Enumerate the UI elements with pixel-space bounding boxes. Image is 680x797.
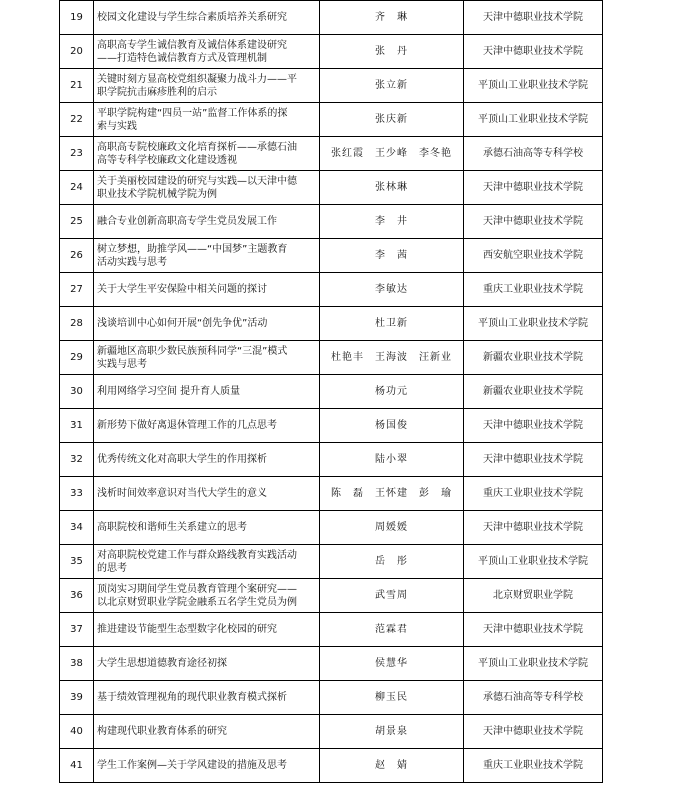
paper-title <box>94 205 320 239</box>
paper-title-line: 关于美丽校园建设的研究与实践—以天津中德 <box>97 175 297 187</box>
paper-title-line: 构建现代职业教育体系的研究 <box>97 726 227 737</box>
table-row <box>60 545 603 579</box>
table-row <box>60 103 603 137</box>
paper-title-line: 融合专业创新高职高专学生党员发展工作 <box>97 216 277 227</box>
paper-title <box>94 273 320 307</box>
school-name: 承德石油高等专科学校 <box>464 681 603 715</box>
author-name: 张庆新 <box>320 103 464 137</box>
table-row <box>60 171 603 205</box>
paper-title-line: 浅析时间效率意识对当代大学生的意义 <box>97 488 267 499</box>
paper-title-line: 索与实践 <box>97 120 137 132</box>
school-name: 天津中德职业技术学院 <box>464 715 603 749</box>
paper-title-line: 高职院校和谐师生关系建立的思考 <box>97 522 247 533</box>
table-row <box>60 715 603 749</box>
paper-title-line: 活动实践与思考 <box>97 256 167 268</box>
row-number: 26 <box>60 239 94 273</box>
author-name: 陆小翠 <box>320 443 464 477</box>
table-row <box>60 409 603 443</box>
paper-title-line: 推进建设节能型生态型数字化校园的研究 <box>97 624 277 635</box>
author-name: 张 丹 <box>320 35 464 69</box>
paper-title <box>94 477 320 511</box>
paper-title <box>94 647 320 681</box>
school-name: 新疆农业职业技术学院 <box>464 375 603 409</box>
school-name: 承德石油高等专科学校 <box>464 137 603 171</box>
paper-title-line: 浅谈培训中心如何开展“创先争优”活动 <box>97 318 268 329</box>
paper-title <box>94 69 320 103</box>
author-name: 杨功元 <box>320 375 464 409</box>
table-row <box>60 273 603 307</box>
paper-title-line: 顶岗实习期间学生党员教育管理个案研究—— <box>97 583 297 595</box>
author-name: 李 茜 <box>320 239 464 273</box>
paper-title <box>94 681 320 715</box>
paper-title <box>94 1 320 35</box>
author-name: 张林琳 <box>320 171 464 205</box>
paper-title-line: 对高职院校党建工作与群众路线教育实践活动 <box>97 549 297 561</box>
paper-title-line: 实践与思考 <box>97 358 147 370</box>
paper-title-line: 以北京财贸职业学院金融系五名学生党员为例 <box>97 596 297 608</box>
row-number: 30 <box>60 375 94 409</box>
school-name: 北京财贸职业学院 <box>464 579 603 613</box>
paper-title <box>94 137 320 171</box>
paper-title <box>94 749 320 783</box>
author-name: 柳玉民 <box>320 681 464 715</box>
paper-title-line: 关键时刻方显高校党组织凝聚力战斗力——平 <box>97 73 297 85</box>
table-row <box>60 613 603 647</box>
author-name: 范霖君 <box>320 613 464 647</box>
school-name: 平顶山工业职业技术学院 <box>464 69 603 103</box>
author-name: 杜卫新 <box>320 307 464 341</box>
row-number: 38 <box>60 647 94 681</box>
school-name: 重庆工业职业技术学院 <box>464 749 603 783</box>
paper-title <box>94 341 320 375</box>
paper-title <box>94 239 320 273</box>
row-number: 19 <box>60 1 94 35</box>
table-body <box>60 1 603 783</box>
school-name: 平顶山工业职业技术学院 <box>464 545 603 579</box>
row-number: 36 <box>60 579 94 613</box>
row-number: 25 <box>60 205 94 239</box>
table-row <box>60 749 603 783</box>
paper-title <box>94 409 320 443</box>
row-number: 28 <box>60 307 94 341</box>
school-name: 天津中德职业技术学院 <box>464 205 603 239</box>
row-number: 31 <box>60 409 94 443</box>
row-number: 40 <box>60 715 94 749</box>
author-name: 张立新 <box>320 69 464 103</box>
table-row <box>60 443 603 477</box>
paper-title <box>94 715 320 749</box>
paper-title <box>94 613 320 647</box>
paper-title-line: 高职高专院校廉政文化培育探析——承德石油 <box>97 141 297 153</box>
paper-title-line: 平职学院构建“四员一站”监督工作体系的探 <box>97 107 288 119</box>
paper-title <box>94 35 320 69</box>
table-row <box>60 69 603 103</box>
row-number: 22 <box>60 103 94 137</box>
table-row <box>60 137 603 171</box>
paper-title-line: 学生工作案例—关于学风建设的措施及思考 <box>97 760 287 771</box>
table-row <box>60 579 603 613</box>
paper-title <box>94 103 320 137</box>
paper-title-line: 高等专科学校廉政文化建设透视 <box>97 154 237 166</box>
row-number: 37 <box>60 613 94 647</box>
author-name: 胡景泉 <box>320 715 464 749</box>
school-name: 重庆工业职业技术学院 <box>464 273 603 307</box>
row-number: 35 <box>60 545 94 579</box>
paper-title <box>94 545 320 579</box>
school-name: 天津中德职业技术学院 <box>464 1 603 35</box>
paper-title-line: 的思考 <box>97 562 127 574</box>
school-name: 天津中德职业技术学院 <box>464 409 603 443</box>
author-name: 杜艳丰 王海波 汪新业 <box>320 341 464 375</box>
table-row <box>60 375 603 409</box>
school-name: 平顶山工业职业技术学院 <box>464 307 603 341</box>
row-number: 33 <box>60 477 94 511</box>
paper-list-table <box>59 0 603 783</box>
school-name: 天津中德职业技术学院 <box>464 511 603 545</box>
row-number: 41 <box>60 749 94 783</box>
paper-title-line: 利用网络学习空间 提升育人质量 <box>97 386 241 397</box>
row-number: 29 <box>60 341 94 375</box>
school-name: 平顶山工业职业技术学院 <box>464 103 603 137</box>
paper-title-line: 大学生思想道德教育途径初探 <box>97 658 227 669</box>
table-row <box>60 205 603 239</box>
row-number: 23 <box>60 137 94 171</box>
author-name: 赵 婧 <box>320 749 464 783</box>
paper-title-line: 新形势下做好离退休管理工作的几点思考 <box>97 420 277 431</box>
row-number: 24 <box>60 171 94 205</box>
school-name: 天津中德职业技术学院 <box>464 171 603 205</box>
author-name: 张红霞 王少峰 李冬艳 <box>320 137 464 171</box>
row-number: 21 <box>60 69 94 103</box>
paper-title-line: 树立梦想，助推学风——“中国梦”主题教育 <box>97 243 288 255</box>
author-name: 侯慧华 <box>320 647 464 681</box>
row-number: 32 <box>60 443 94 477</box>
author-name: 陈 磊 王怀建 彭 瑜 <box>320 477 464 511</box>
school-name: 天津中德职业技术学院 <box>464 613 603 647</box>
table-row <box>60 239 603 273</box>
row-number: 34 <box>60 511 94 545</box>
table-row <box>60 1 603 35</box>
paper-title-line: 基于绩效管理视角的现代职业教育模式探析 <box>97 692 287 703</box>
table-row <box>60 477 603 511</box>
paper-title <box>94 307 320 341</box>
author-name: 杨国俊 <box>320 409 464 443</box>
paper-title-line: 高职高专学生诚信教育及诚信体系建设研究 <box>97 39 287 51</box>
paper-title <box>94 443 320 477</box>
paper-title-line: 新疆地区高职少数民族预科同学“三混”模式 <box>97 345 288 357</box>
author-name: 李 井 <box>320 205 464 239</box>
school-name: 天津中德职业技术学院 <box>464 35 603 69</box>
paper-title-line: 校园文化建设与学生综合素质培养关系研究 <box>97 12 287 23</box>
table-row <box>60 681 603 715</box>
author-name: 周媛媛 <box>320 511 464 545</box>
row-number: 39 <box>60 681 94 715</box>
row-number: 20 <box>60 35 94 69</box>
table-row <box>60 35 603 69</box>
paper-title <box>94 375 320 409</box>
author-name: 岳 彤 <box>320 545 464 579</box>
table-row <box>60 307 603 341</box>
school-name: 新疆农业职业技术学院 <box>464 341 603 375</box>
school-name: 天津中德职业技术学院 <box>464 443 603 477</box>
author-name: 武雪周 <box>320 579 464 613</box>
paper-title <box>94 511 320 545</box>
paper-title-line: 职业技术学院机械学院为例 <box>97 188 217 200</box>
paper-title-line: 关于大学生平安保险中相关问题的探讨 <box>97 284 267 295</box>
table-row <box>60 511 603 545</box>
school-name: 平顶山工业职业技术学院 <box>464 647 603 681</box>
school-name: 重庆工业职业技术学院 <box>464 477 603 511</box>
paper-title <box>94 171 320 205</box>
paper-title-line: ——打造特色诚信教育方式及管理机制 <box>97 52 267 64</box>
author-name: 李敏达 <box>320 273 464 307</box>
table-row <box>60 647 603 681</box>
paper-title-line: 优秀传统文化对高职大学生的作用探析 <box>97 454 267 465</box>
paper-title <box>94 579 320 613</box>
paper-title-line: 职学院抗击麻疹胜利的启示 <box>97 86 217 98</box>
author-name: 齐 琳 <box>320 1 464 35</box>
school-name: 西安航空职业技术学院 <box>464 239 603 273</box>
table-row <box>60 341 603 375</box>
row-number: 27 <box>60 273 94 307</box>
